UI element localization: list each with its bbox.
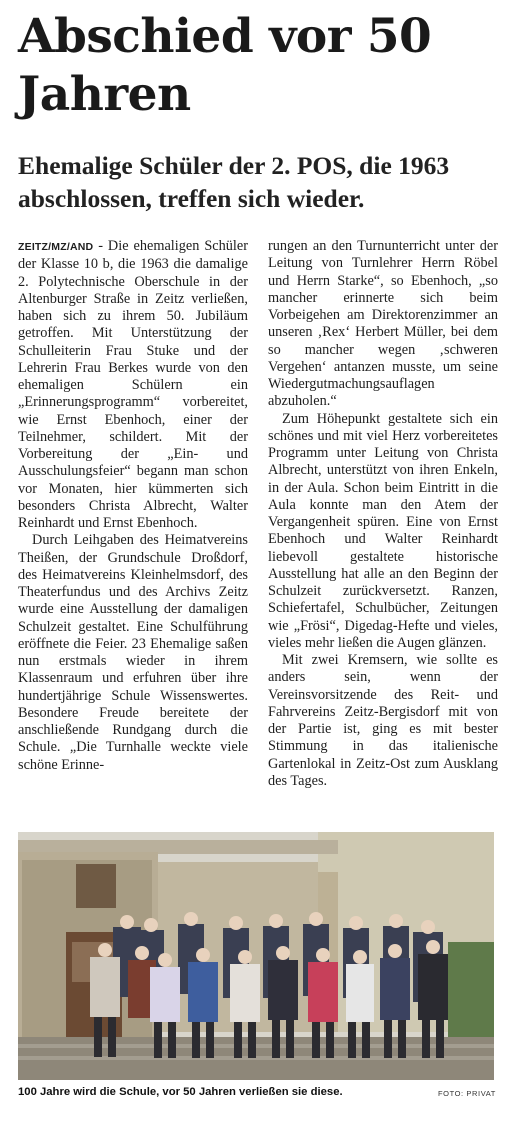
paragraph xyxy=(18,238,248,532)
subheadline: Ehemalige Schüler der 2. POS, die 1963 abschlossen, treffen sich wieder. xyxy=(18,151,450,213)
paragraph: Zum Höhepunkt gestaltete sich ein schönes und mit viel Herz vorbereitetes Programm unter Leitung von Christa Albrecht, unterstützt von ihren Enkeln, in der Aula. Schon beim Eintritt in die Aula konnte man den Atem der Vergangenheit spüren. Eine von Ernst Ebenhoch und Walter Reinhardt liebevoll gestaltete historische Ausstellung hat alle an den Beginn der Schulzeit zurückversetzt. Ranzen, Schiefertafel, Schulbücher, Zeitungen wie „Frösi“, Digedag-Hefte und vieles, vieles mehr ließen die Augen glänzen. xyxy=(268,410,498,651)
headline: Abschied vor 50 Jahren xyxy=(18,9,432,122)
article-column-right xyxy=(268,238,498,790)
paragraph: rungen an den Turnunterricht unter der Leitung von Turnlehrer Herrn Röbel und Herrn Starke“, so Ebenhoch, „so mancher erinnerte sich beim Vorbeigehen am Direktorenzimmer an unseren ‚Rex‘ Herbert Müller, bei dem so mancher wegen ‚schweren Vergehen‘ antanzen musste, um seine Wiedergutmachungsauflagen abzuholen.“ xyxy=(268,238,498,410)
paragraph-text: - Die ehemaligen Schüler der Klasse 10 b, die 1963 die damalige 2. Polytechnische Oberschule in der Altenburger Straße in Zeitz verließen, haben sich zu ihrem 50. Jubiläum getroffen. Mit Unterstützung der Schulleiterin Frau Stuke und der Lehrerin Frau Berkes wurde von den ehemaligen Schülern ein „Erinnerungsprogramm“ vorbereitet, wie Ernst Ebenhoch, einer der Teilnehmer, schildert. Mit der Vorbereitung der „Ein- und Ausschulungsfeier“ begann man schon vor Monaten, hier kümmerten sich besonders Christa Albrecht, Walter Reinhardt und Ernst Ebenhoch. xyxy=(18,238,248,531)
photo-credit: FOTO: PRIVAT xyxy=(437,1089,496,1098)
dateline: ZEITZ/MZ/AND xyxy=(18,241,94,253)
article-column-left xyxy=(18,238,248,774)
paragraph: Durch Leihgaben des Heimatvereins Theißen, der Grundschule Droßdorf, des Heimatvereins Kleinhelmsdorf, des Theaterfundus und des Archivs Zeitz wurde eine Ausstellung der damaligen Schulzeit gestaltet. Eine Schulführung eröffnete die Feier. 23 Ehemalige saßen nun erstmals wieder in ihrem Klassenraum und erfuhren über ihre hundertjährige Schule Wissenswertes. Besondere Freude bereitete der anschließende Rundgang durch die Schule. „Die Turnhalle weckte viele schöne Erinne- xyxy=(18,532,248,773)
group-photo xyxy=(18,832,494,1080)
paragraph: Mit zwei Kremsern, wie sollte es anders sein, wenn der Vereinsvorsitzende des Reit- und Fahrvereins Zeitz-Bergisdorf mit von der Partie ist, ging es mit bester Stimmung in das italienische Gartenlokal in Zeitz-Ost zum Ausklang des Tages. xyxy=(268,652,498,789)
photo-caption: 100 Jahre wird die Schule, vor 50 Jahren verließen sie diese. xyxy=(18,1086,343,1098)
